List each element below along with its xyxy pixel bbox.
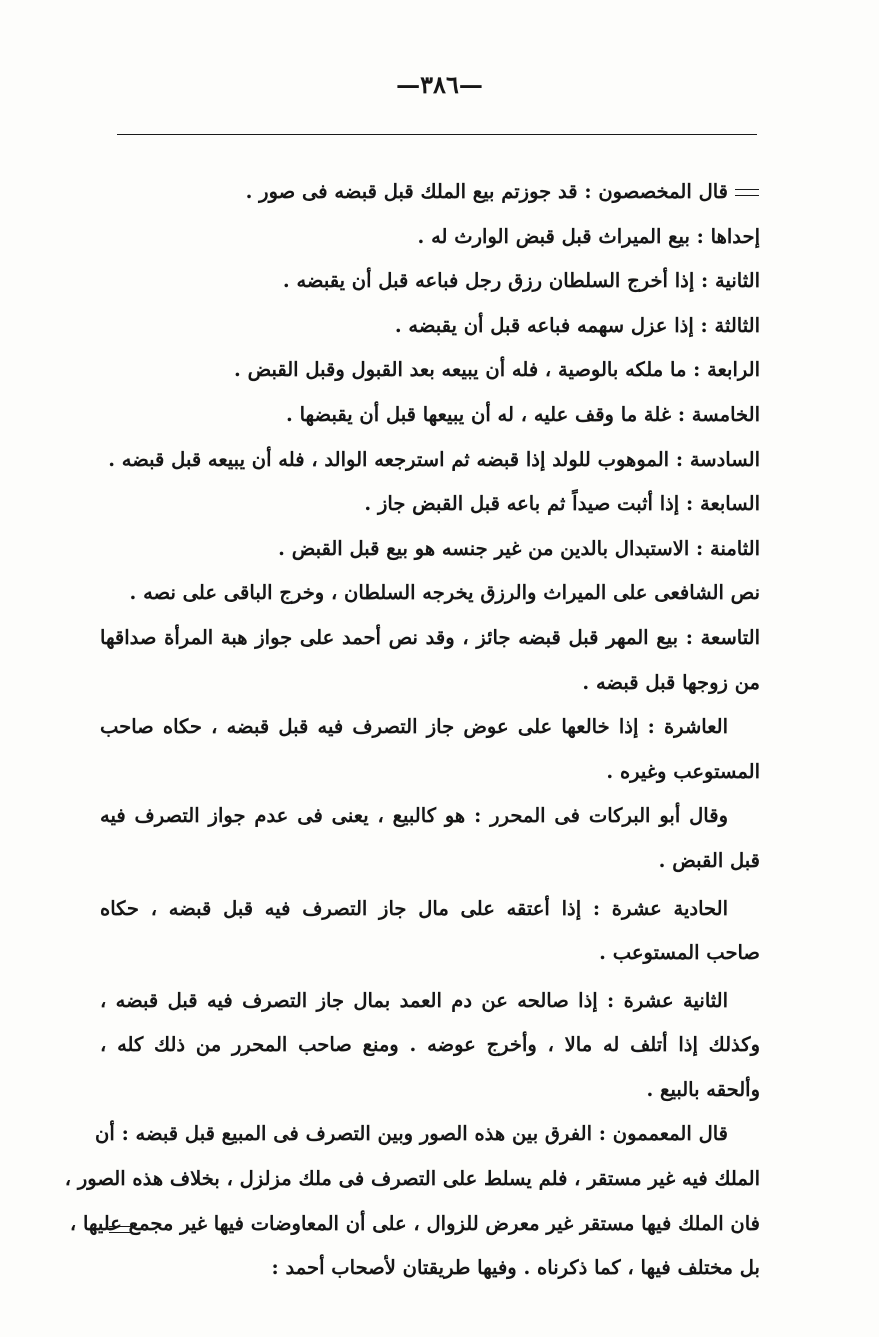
text-line: من زوجها قبل قبضه . xyxy=(582,670,760,694)
text-line: فان الملك فيها مستقر غير معرض للزوال ، على أن المعاوضات فيها غير مجمع عليها ، xyxy=(69,1211,760,1235)
text-line: الثانية عشرة : إذا صالحه عن دم العمد بمال جاز التصرف فيه قبل قبضه ، xyxy=(100,988,728,1012)
text-line: التاسعة : بيع المهر قبل قبضه جائز ، وقد نص أحمد على جواز هبة المرأة صداقها xyxy=(100,625,760,649)
text-line: الثالثة : إذا عزل سهمه فباعه قبل أن يقبضه . xyxy=(394,313,760,337)
text-line: الملك فيه غير مستقر ، فلم يسلط على التصرف فى ملك مزلزل ، بخلاف هذه الصور ، xyxy=(64,1167,760,1191)
body-text xyxy=(64,170,760,1291)
text-line: إحداها : بيع الميراث قبل قبض الوارث له . xyxy=(417,224,760,248)
text-line: السادسة : الموهوب للولد إذا قبضه ثم استرجعه الوالد ، فله أن يبيعه قبل قبضه . xyxy=(108,447,760,471)
text-line: وألحقه بالبيع . xyxy=(646,1077,760,1101)
text-line: الثانية : إذا أخرج السلطان رزق رجل فباعه قبل أن يقبضه . xyxy=(282,269,760,293)
text-line: قال المعممون : الفرق بين هذه الصور وبين التصرف فى المبيع قبل قبضه : أن xyxy=(95,1122,728,1146)
text-line: المستوعب وغيره . xyxy=(606,759,760,783)
text-line: وقال أبو البركات فى المحرر : هو كالبيع ، يعنى فى عدم جواز التصرف فيه xyxy=(100,804,728,828)
text-line: الرابعة : ما ملكه بالوصية ، فله أن يبيعه بعد القبول وقبل القبض . xyxy=(234,358,760,382)
text-line: العاشرة : إذا خالعها على عوض جاز التصرف فيه قبل قبضه ، حكاه صاحب xyxy=(100,715,728,739)
text-line: بل مختلف فيها ، كما ذكرناه . وفيها طريقتان لأصحاب أحمد : xyxy=(271,1256,760,1280)
text-line: السابعة : إذا أثبت صيداً ثم باعه قبل القبض جاز . xyxy=(364,492,760,516)
text-line: وكذلك إذا أتلف له مالا ، وأخرج عوضه . ومنع صاحب المحرر من ذلك كله ، xyxy=(100,1033,760,1057)
text-line: الخامسة : غلة ما وقف عليه ، له أن يبيعها قبل أن يقبضها . xyxy=(286,402,760,426)
text-line: الحادية عشرة : إذا أعتقه على مال جاز التصرف فيه قبل قبضه ، حكاه xyxy=(100,896,728,920)
text-line: قبل القبض . xyxy=(658,848,760,872)
text-line: نص الشافعى على الميراث والرزق يخرجه السلطان ، وخرج الباقى على نصه . xyxy=(129,581,760,605)
text-line: صاحب المستوعب . xyxy=(599,941,760,965)
page-number: —٣٨٦— xyxy=(396,70,483,99)
header-rule xyxy=(117,134,757,135)
text-line: الثامنة : الاستبدال بالدين من غير جنسه هو بيع قبل القبض . xyxy=(278,536,760,560)
continuation-mark-end xyxy=(109,1226,133,1238)
text-line: قال المخصصون : قد جوزتم بيع الملك قبل قبضه فى صور . xyxy=(245,180,728,203)
